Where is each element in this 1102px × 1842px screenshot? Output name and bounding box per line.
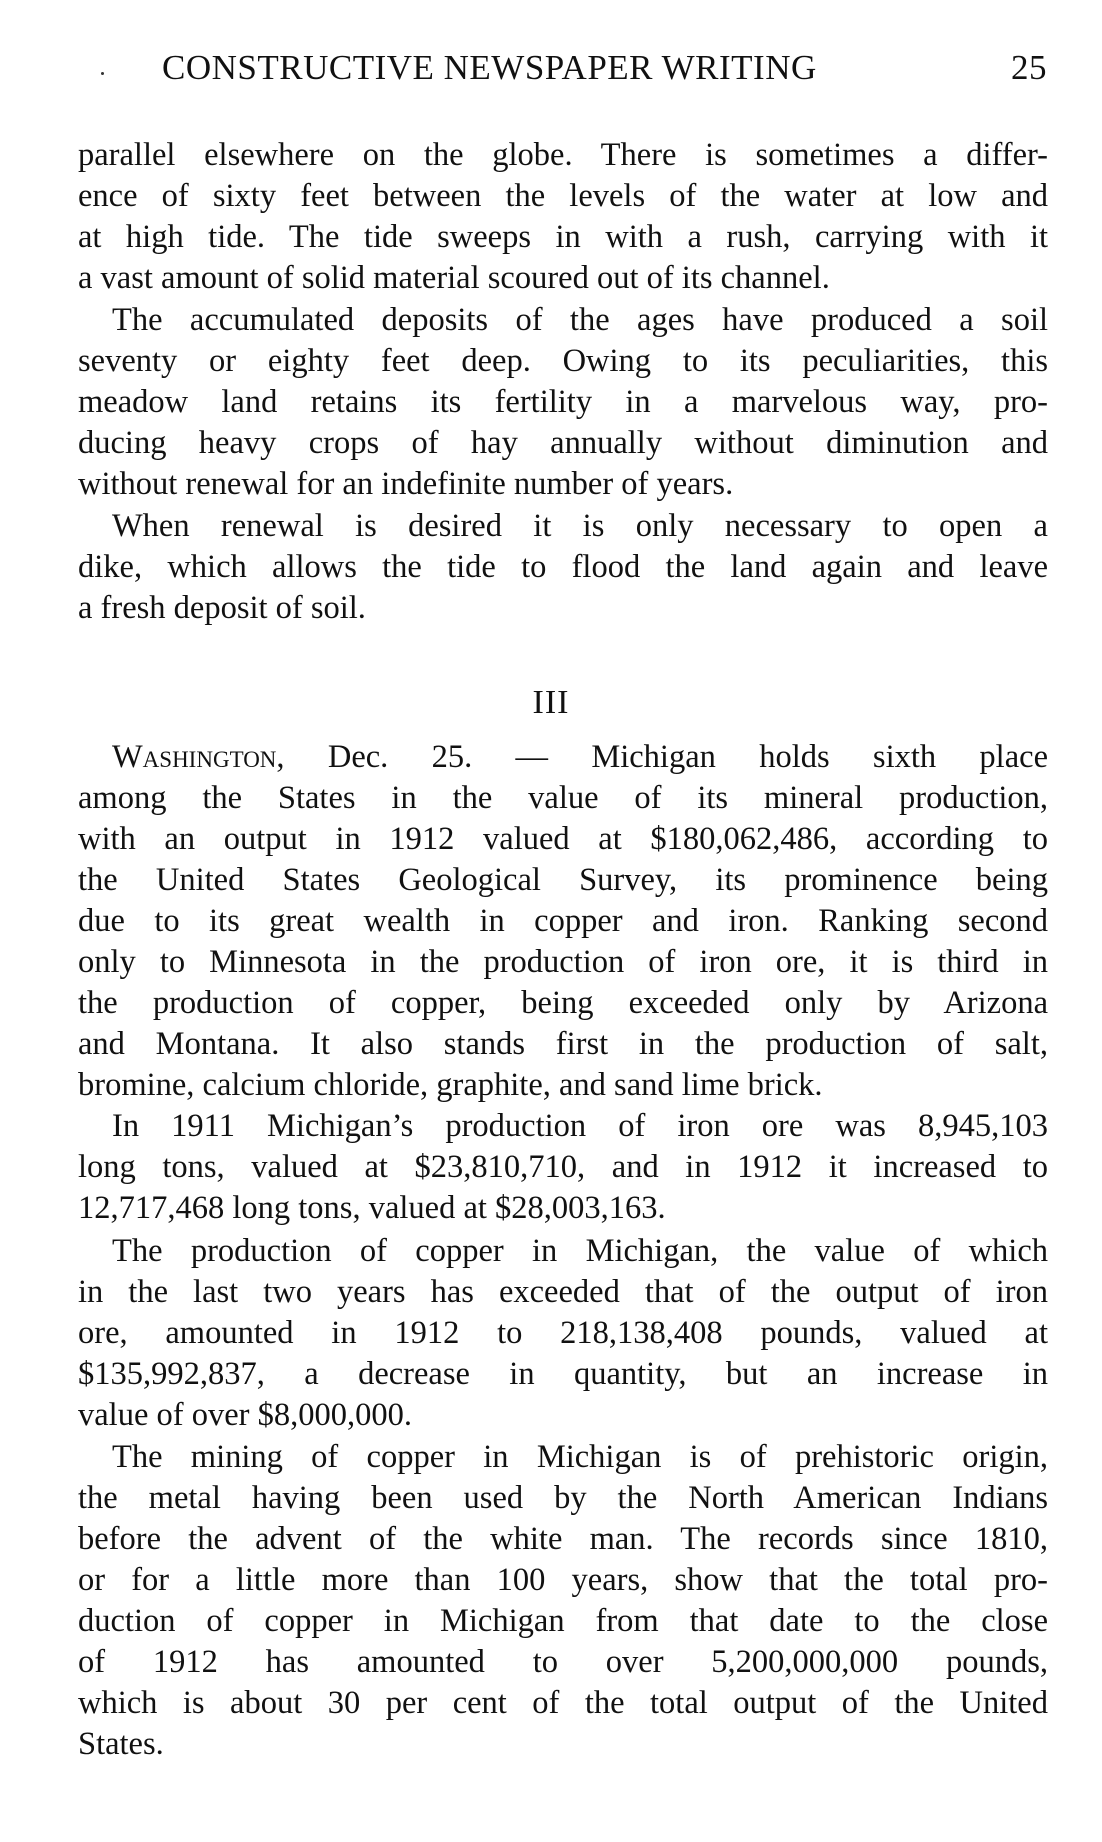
text-line: bromine, calcium chloride, graphite, and sand lime brick. bbox=[78, 1067, 823, 1103]
text-line: due to its great wealth in copper and iron. Ranking second bbox=[78, 903, 1048, 939]
text-line: the United States Geological Survey, its prominence being bbox=[78, 862, 1048, 898]
text-line: a fresh deposit of soil. bbox=[78, 590, 366, 626]
text-line: meadow land retains its fertility in a marvelous way, pro- bbox=[78, 384, 1048, 420]
text-line: without renewal for an indefinite number of years. bbox=[78, 466, 734, 502]
paragraph-iron-ore bbox=[78, 1106, 1048, 1229]
dateline-line bbox=[78, 737, 1048, 778]
text-line: the metal having been used by the North American Indians bbox=[78, 1480, 1048, 1516]
text-line: in the last two years has exceeded that of the output of iron bbox=[78, 1274, 1048, 1310]
paragraph-tide-continuation bbox=[78, 135, 1048, 299]
text-line: long tons, valued at $23,810,710, and in 1912 it increased to bbox=[78, 1149, 1048, 1185]
text-line: and Montana. It also stands first in the production of salt, bbox=[78, 1026, 1048, 1062]
text-line: seventy or eighty feet deep. Owing to its peculiarities, this bbox=[78, 343, 1048, 379]
text-line: with an output in 1912 valued at $180,062,486, according to bbox=[78, 821, 1048, 857]
running-head bbox=[162, 48, 1047, 98]
text-line: a vast amount of solid material scoured out of its channel. bbox=[78, 260, 830, 296]
text-line: before the advent of the white man. The records since 1810, bbox=[78, 1521, 1048, 1557]
running-head-title: CONSTRUCTIVE NEWSPAPER WRITING bbox=[162, 48, 817, 87]
dateline-place: Washington, bbox=[112, 739, 285, 775]
text-line: or for a little more than 100 years, show that the total pro- bbox=[78, 1562, 1048, 1598]
text-line: among the States in the value of its mineral production, bbox=[78, 780, 1048, 816]
text-line: ence of sixty feet between the levels of the water at low and bbox=[78, 178, 1048, 214]
paragraph-copper-production bbox=[78, 1231, 1048, 1436]
text-line: dike, which allows the tide to flood the land again and leave bbox=[78, 549, 1048, 585]
paragraph-renewal bbox=[78, 506, 1048, 629]
text-line: at high tide. The tide sweeps in with a rush, carrying with it bbox=[78, 219, 1048, 255]
text-line: The mining of copper in Michigan is of prehistoric origin, bbox=[112, 1439, 1048, 1475]
text-line: 12,717,468 long tons, valued at $28,003,163. bbox=[78, 1190, 666, 1226]
dateline-rest: Dec. 25. — Michigan holds sixth place bbox=[284, 739, 1048, 775]
text-line: States. bbox=[78, 1726, 164, 1762]
paragraph-deposits bbox=[78, 300, 1048, 505]
text-line: $135,992,837, a decrease in quantity, but an increase in bbox=[78, 1356, 1048, 1392]
text-line: parallel elsewhere on the globe. There is sometimes a differ- bbox=[78, 137, 1048, 173]
text-line: the production of copper, being exceeded only by Arizona bbox=[78, 985, 1048, 1021]
text-line: which is about 30 per cent of the total output of the United bbox=[78, 1685, 1048, 1721]
print-speck bbox=[101, 72, 104, 75]
paragraph-copper-history bbox=[78, 1437, 1048, 1765]
section-heading-number: III bbox=[532, 684, 570, 721]
text-line: ducing heavy crops of hay annually without diminution and bbox=[78, 425, 1048, 461]
text-line: value of over $8,000,000. bbox=[78, 1397, 412, 1433]
text-line: When renewal is desired it is only necessary to open a bbox=[112, 508, 1048, 544]
text-line: duction of copper in Michigan from that date to the close bbox=[78, 1603, 1048, 1639]
text-line: ore, amounted in 1912 to 218,138,408 pounds, valued at bbox=[78, 1315, 1048, 1351]
text-line: only to Minnesota in the production of iron ore, it is third in bbox=[78, 944, 1048, 980]
text-line: of 1912 has amounted to over 5,200,000,000 pounds, bbox=[78, 1644, 1048, 1680]
page-number: 25 bbox=[1011, 48, 1047, 87]
paragraph-dateline-michigan bbox=[78, 737, 1048, 1106]
text-line: The accumulated deposits of the ages have produced a soil bbox=[112, 302, 1048, 338]
text-line: The production of copper in Michigan, the value of which bbox=[112, 1233, 1048, 1269]
text-line: In 1911 Michigan’s production of iron ore was 8,945,103 bbox=[112, 1108, 1048, 1144]
